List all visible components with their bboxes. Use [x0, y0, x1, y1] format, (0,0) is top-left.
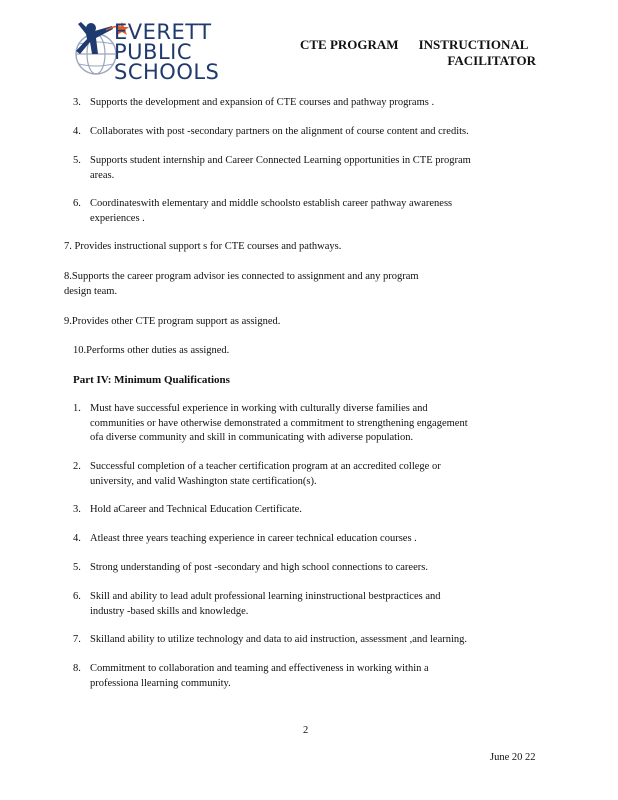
footer-date: June 20 22	[490, 752, 536, 763]
list-item: 6. Coordinateswith elementary and middle schoolsto establish career pathway awareness experiences .	[73, 198, 453, 224]
title-part-cte: CTE PROGRAM	[300, 37, 399, 52]
list-item: 5. Supports student internship and Career Connected Learning opportunities in CTE program areas.	[73, 155, 471, 181]
list-item: 8.Supports the career program advisor ies connected to assignment and any program design team.	[64, 271, 419, 297]
document-title	[300, 37, 536, 69]
list-item: 8. Commitment to collaboration and teaming and effectiveness in working within a professiona llearning community.	[73, 663, 429, 689]
list-item: 2. Successful completion of a teacher certification program at an accredited college or university, and valid Washington state certification(s).	[73, 461, 441, 487]
list-item: 5. Strong understanding of post -secondary and high school connections to careers.	[73, 562, 428, 573]
list-item: 3. Hold aCareer and Technical Education Certificate.	[73, 504, 302, 515]
title-part-facilitator: FACILITATOR	[447, 53, 536, 68]
list-item: 9.Provides other CTE program support as assigned.	[64, 316, 281, 327]
logo-line-everett: EVERETT	[114, 20, 212, 44]
list-item: 7. Provides instructional support s for CTE courses and pathways.	[64, 241, 342, 252]
logo-line-public: PUBLIC	[114, 40, 192, 64]
section-heading: Part IV: Minimum Qualifications	[73, 374, 230, 386]
list-item: 7. Skilland ability to utilize technology and data to aid instruction, assessment ,and learning.	[73, 634, 468, 645]
everett-public-schools-logo	[70, 14, 240, 90]
title-part-instructional: INSTRUCTIONAL	[418, 37, 529, 52]
list-item: 1. Must have successful experience in working with culturally diverse families and communities or have otherwise demonstrated a commitment to strengthening engagement ofa diverse community and skill in communicating with adiverse population.	[73, 403, 468, 443]
list-item: 6. Skill and ability to lead adult professional learning ininstructional bestpractices and industry -based skills and knowledge.	[73, 591, 441, 617]
logo-wordmark	[114, 22, 219, 82]
logo-line-schools: SCHOOLS	[114, 60, 220, 84]
list-item: 4. Atleast three years teaching experience in career technical education courses .	[73, 533, 417, 544]
list-item: 4. Collaborates with post -secondary partners on the alignment of course content and credits.	[73, 126, 469, 137]
page-number: 2	[303, 725, 309, 736]
list-item: 3. Supports the development and expansion of CTE courses and pathway programs .	[73, 97, 435, 108]
list-item: 10.Performs other duties as assigned.	[73, 345, 230, 356]
